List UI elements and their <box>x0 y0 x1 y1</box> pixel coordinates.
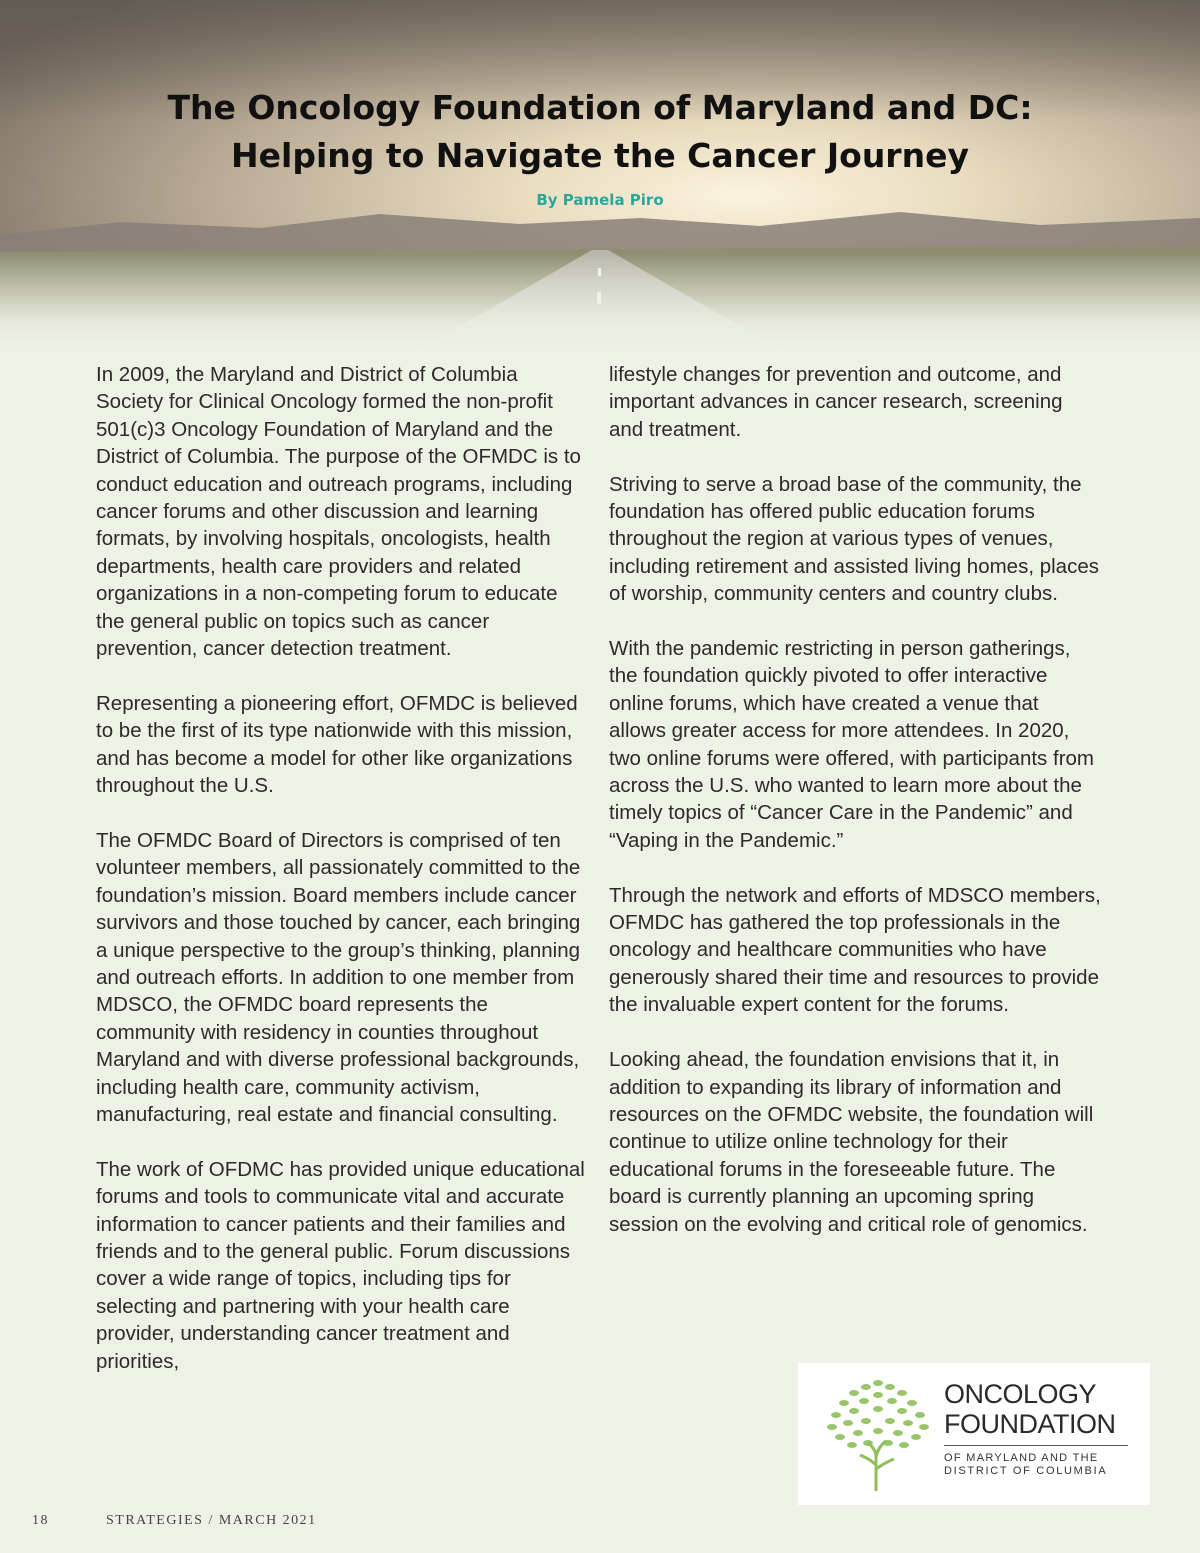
article-column-left <box>96 361 588 1402</box>
title-line-1: The Oncology Foundation of Maryland and DC: <box>167 88 1033 127</box>
paragraph: lifestyle changes for prevention and outcome, and important advances in cancer research, screening and treatment. <box>609 363 1063 441</box>
paragraph: Looking ahead, the foundation envisions that it, in addition to expanding its library of information and resources on the OFMDC website, the foundation will continue to utilize online technology for their educational forums in the foreseeable future. The board is currently planning an upcoming spring session on the evolving and critical role of genomics. <box>609 1048 1094 1236</box>
logo-divider <box>944 1445 1128 1446</box>
article-column-right <box>609 361 1101 1265</box>
page-number: 18 <box>32 1513 49 1528</box>
foundation-logo <box>798 1363 1150 1505</box>
logo-text-oncology: ONCOLOGY <box>944 1379 1097 1409</box>
paragraph: Representing a pioneering effort, OFMDC is believed to be the first of its type nationwide with this mission, and has become a model for other like organizations throughout the U.S. <box>96 691 578 798</box>
paragraph: With the pandemic restricting in person gatherings, the foundation quickly pivoted to offer interactive online forums, which have created a venue that allows greater access for more attendees. In 2020, two online forums were offered, with participants from across the U.S. who wanted to learn more about the timely topics of “Cancer Care in the Pandemic” and “Vaping in the Pandemic.” <box>609 637 1095 852</box>
paragraph: Striving to serve a broad base of the community, the foundation has offered public education forums throughout the region at various types of venues, including retirement and assisted living homes, places of worship, community centers and country clubs. <box>609 472 1099 606</box>
title-line-2: Helping to Navigate the Cancer Journey <box>231 136 969 175</box>
byline: By Pamela Piro <box>536 191 664 209</box>
hero-fade <box>0 255 1200 355</box>
paragraph: The OFMDC Board of Directors is comprised of ten volunteer members, all passionately committed to the foundation’s mission. Board members include cancer survivors and those touched by cancer, each bringing a unique perspective to the group’s thinking, planning and outreach efforts. In addition to one member from MDSCO, the OFMDC board represents the community with residency in counties throughout Maryland and with diverse professional backgrounds, including health care, community activism, manufacturing, real estate and financial consulting. <box>96 828 581 1126</box>
paragraph: In 2009, the Maryland and District of Columbia Society for Clinical Oncology formed the non-profit 501(c)3 Oncology Foundation of Maryland and the District of Columbia. The purpose of the OFMDC is to conduct education and outreach programs, including cancer forums and other discussion and learning formats, by involving hospitals, oncologists, health departments, health care providers and related organizations in a non-competing forum to educate the general public on topics such as cancer prevention, cancer detection treatment. <box>96 363 581 661</box>
paragraph: Through the network and efforts of MDSCO members, OFMDC has gathered the top professionals in the oncology and healthcare communities who have generously shared their time and resources to provide the invaluable expert content for the forums. <box>609 883 1101 1017</box>
tree-icon <box>820 1373 936 1493</box>
page-title <box>0 84 1200 180</box>
logo-subtitle-2: DISTRICT OF COLUMBIA <box>944 1465 1108 1477</box>
logo-text-foundation: FOUNDATION <box>944 1409 1116 1439</box>
paragraph: The work of OFDMC has provided unique educational forums and tools to communicate vital and accurate information to cancer patients and their families and friends and to the general public. Forum discussions cover a wide range of topics, including tips for selecting and partnering with your health care provider, understanding cancer treatment and priorities, <box>96 1157 585 1373</box>
logo-subtitle-1: OF MARYLAND AND THE <box>944 1452 1099 1464</box>
publication-info: STRATEGIES / MARCH 2021 <box>106 1513 317 1528</box>
